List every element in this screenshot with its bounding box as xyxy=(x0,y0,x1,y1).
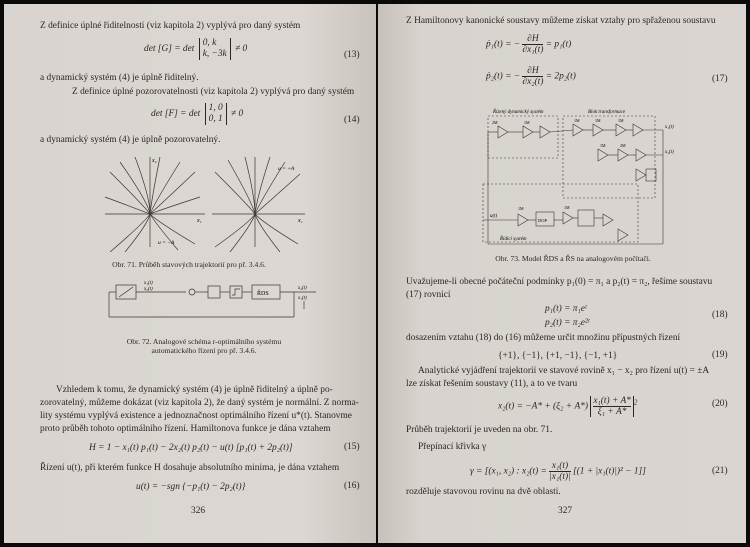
signal-label: x₁(t) xyxy=(665,125,674,130)
diagram-label: Řídicí systém xyxy=(500,237,527,242)
paragraph: lity systému vyplývá existence a jednoznačnost optimálního řízení u*(t). Stanovme xyxy=(40,411,352,421)
right-page xyxy=(378,4,746,543)
equation-15: H = 1 − x₁(t) p₁(t) − 2x₂(t) p₂(t) − u(t) [p₁(t) + 2p₂(t)] xyxy=(89,443,293,453)
equation-number: (21) xyxy=(712,466,728,476)
equation-number: (20) xyxy=(712,399,728,409)
paragraph: zorovatelný, můžeme dokázat (viz kapitola 2), že daný systém je normální. Z norma- xyxy=(40,398,359,408)
component-label: 2M xyxy=(620,143,626,148)
trajectory-figure xyxy=(100,152,310,252)
figure-caption: Obr. 73. Model ŘDS a ŘS na analogovém počítači. xyxy=(495,254,651,263)
equation-21: γ = [(x₁, x₂) : x₂(t) = $\frac{\text{x₁(t)}}{\text{|x₁(t)|}}$ [(1 + |x₁(t)|)² − 1]] xyxy=(470,461,646,482)
paragraph: Z Hamiltonovy kanonické soustavy můžeme získat vztahy pro spřaženou soustavu xyxy=(406,16,716,26)
equation-number: (16) xyxy=(344,481,360,491)
component-label: 1M xyxy=(600,143,606,148)
fraction: $\frac{\partial H}{\text{∂x₁(t)}}$ xyxy=(522,34,544,55)
paragraph: Uvažujeme-li obecné počáteční podmínky p₁(0) = π₁ a p₂(t) = π₂, řešíme soustavu xyxy=(406,277,713,287)
matrix: 1, 0 0, 1 xyxy=(205,103,227,125)
component-label: 1M xyxy=(618,118,624,123)
signal-label: x₁(t) xyxy=(144,281,153,286)
block-label: ŘDS xyxy=(257,291,269,297)
equation-number: (13) xyxy=(344,50,360,60)
page-number: 327 xyxy=(558,506,573,516)
signal-label: u(t) xyxy=(490,214,498,219)
equation-17b: ṗ₂(t) = − $\frac{\partial H}{\text{∂x₂(t)}}$ = 2p₂(t) xyxy=(486,66,576,87)
equation-number: (17) xyxy=(712,74,728,84)
paragraph: (17) rovnicí xyxy=(406,290,451,300)
equation-20: x₂(t) = −A* + (ξ₂ + A*) $\frac{\text{x₁(t) + A*}}{\text{ξ₁ + A*}}$ $^2$ xyxy=(498,396,638,417)
axis-label: x₂ xyxy=(152,158,157,164)
signal-label: x₂(t) xyxy=(144,287,153,292)
equation-number: (15) xyxy=(344,442,360,452)
signal-label: x₁(t) xyxy=(298,296,307,301)
figure-caption: automatického řízení pro př. 3.4.6. xyxy=(151,346,257,355)
page-number: 326 xyxy=(191,506,206,516)
axis-label: x₁ xyxy=(298,218,303,224)
equation-number: (19) xyxy=(712,350,728,360)
equation-number: (18) xyxy=(712,310,728,320)
figure-caption: Obr. 72. Analogové schéma r-optimálního systému xyxy=(126,337,282,346)
paragraph: dosazením vztahu (18) do (16) můžeme určit množinu přípustných řízení xyxy=(406,333,681,343)
equation-13: det [G] = det 0, k k, −3k ≠ 0 xyxy=(144,38,248,59)
equation-19: {+1}, {−1}, {+1, −1}, {−1, +1} xyxy=(498,351,618,361)
component-label: 1M xyxy=(564,205,570,210)
component-label: DOP xyxy=(538,218,548,223)
left-page xyxy=(4,4,376,543)
equation-14: det [F] = det 1, 0 0, 1 ≠ 0 xyxy=(151,103,244,124)
component-label: 2M xyxy=(492,120,498,125)
signal-label: x₂(t) xyxy=(298,286,307,291)
paragraph: Průběh trajektorií je uveden na obr. 71. xyxy=(406,425,553,435)
fraction: $\frac{\text{x₁(t) + A*}}{\text{ξ₁ + A*}}$ xyxy=(590,396,634,417)
component-label: 1M xyxy=(574,118,580,123)
equation-18a: p₁(t) = π₁eᵗ xyxy=(545,304,587,314)
equation-16: u(t) = −sgn {−p₁(t) − 2p₂(t)} xyxy=(136,482,246,492)
block-diagram xyxy=(104,277,319,327)
paragraph: Vzhledem k tomu, že dynamický systém (4) je úplně řiditelný a úplně po- xyxy=(56,385,333,395)
analog-computer-diagram xyxy=(478,104,678,249)
paragraph: lze získat řešením soustavy (11), a to ve tvaru xyxy=(406,379,578,389)
paragraph: Analytické vyjádření trajektorií ve stavové rovině x₁ − x₂ pro řízení u(t) = ±A xyxy=(418,366,710,376)
paragraph: a dynamický systém (4) je úplně pozorovatelný. xyxy=(40,135,221,145)
fraction: $\frac{\partial H}{\text{∂x₂(t)}}$ xyxy=(522,66,544,87)
paragraph: rozděluje stavovou rovinu na dvě oblasti. xyxy=(406,487,561,497)
curve-label: u = −A xyxy=(158,240,175,246)
component-label: 1M xyxy=(595,118,601,123)
matrix: 0, k k, −3k xyxy=(199,38,231,60)
axis-label: x₁ xyxy=(197,218,202,224)
paragraph: Řízení u(t), při kterém funkce H dosahuje absolutního minima, je dána vztahem xyxy=(40,463,340,473)
curve-label: u = +A xyxy=(278,166,295,172)
paragraph: proto průběh tohoto optimálního řízení. Hamiltonova funkce je dána vztahem xyxy=(40,424,331,434)
equation-18b: p₂(t) = π₂e²ᵗ xyxy=(545,318,590,328)
equation-number: (14) xyxy=(344,115,360,125)
component-label: 1M xyxy=(518,206,524,211)
signal-label: x₂(t) xyxy=(665,150,674,155)
component-label: 1M xyxy=(524,120,530,125)
diagram-label: Blok transformace xyxy=(588,110,626,115)
equation-17a: ṗ₁(t) = − $\frac{\partial H}{\text{∂x₁(t)}}$ = p₁(t) xyxy=(486,34,572,55)
figure-caption: Obr. 71. Průběh stavových trajektorií pro př. 3.4.6. xyxy=(112,260,266,269)
paragraph: a dynamický systém (4) je úplně řiditelný. xyxy=(40,73,199,83)
paragraph: Přepínací křivka γ xyxy=(418,442,487,452)
diagram-label: Řízený dynamický systém xyxy=(493,110,544,115)
paragraph: Z definice úplné pozorovatelnosti (viz kapitola 2) vyplývá pro daný systém xyxy=(72,87,355,97)
fraction: $\frac{\text{x₁(t)}}{\text{|x₁(t)|}}$ xyxy=(549,461,571,482)
paragraph: Z definice úplné řiditelnosti (viz kapitola 2) vyplývá pro daný systém xyxy=(40,21,301,31)
